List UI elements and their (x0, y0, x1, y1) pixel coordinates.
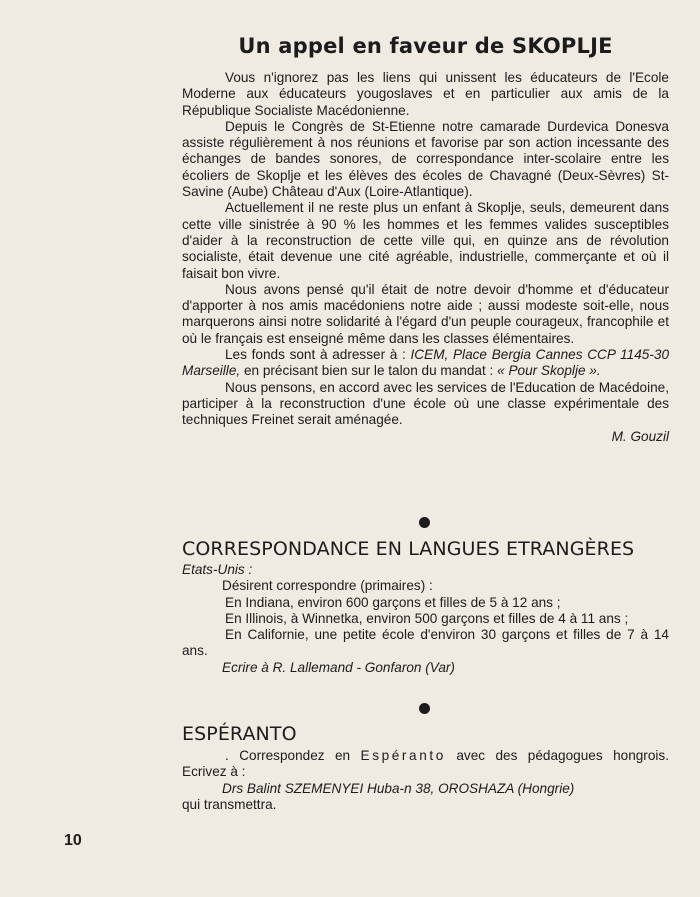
esperanto-section (182, 748, 669, 813)
correspondance-section (182, 562, 669, 676)
article-paragraph: Actuellement il ne reste plus un enfant à Skoplje, seuls, demeurent dans cette ville sinistrée à 90 % les hommes et les femmes valides susceptibles d'aider à la reconstruction de cette ville qui, en quinze ans de révolution socialiste, était devenue une cité agréable, industrielle, commerçante et où il faisait bon vivre. (182, 200, 669, 281)
funds-address: ICEM, Place Bergia Cannes CCP 1145-30 Marseille, (182, 347, 670, 379)
country-label: Etats-Unis : (182, 562, 253, 577)
correspondance-item: En Californie, une petite école d'environ 30 garçons et filles de 7 à 14 ans. (182, 627, 669, 659)
separator-dot (419, 517, 430, 528)
funds-lead: Les fonds sont à adresser à : (225, 347, 411, 363)
esperanto-tail: qui transmettra. (182, 796, 277, 812)
esperanto-word: Espéranto (360, 748, 446, 763)
correspondance-heading: CORRESPONDANCE EN LANGUES ETRANGÈRES (182, 538, 635, 560)
article-paragraph: Vous n'ignorez pas les liens qui unissent les éducateurs de l'Ecole Moderne aux éducateurs yougoslaves et en particulier aux amis de la République Socialiste Macédonienne. (182, 70, 669, 118)
esperanto-address (182, 781, 669, 797)
correspondance-item: En Indiana, environ 600 garçons et filles de 5 à 12 ans ; (225, 594, 561, 610)
page-number: 10 (64, 832, 82, 849)
correspondance-contact: Ecrire à R. Lallemand - Gonfaron (Var) (222, 659, 455, 675)
esperanto-paragraph (182, 748, 669, 781)
esperanto-rest: avec des pédagogues hongrois. Ecrivez à : (182, 748, 669, 780)
address-text: Balint SZEMENYEI Huba-n 38, OROSHAZA (Hongrie) (243, 780, 575, 796)
article-paragraph: Depuis le Congrès de St-Etienne notre camarade Durdevica Donesva assiste régulièrement à nos réunions et favorise par son action incessante des échanges de bandes sonores, de correspondance inter-scolaire entre les écoliers de Skoplje et les élèves des écoles de Chavagné (Deux-Sèvres) St-Savine (Aube) Château d'Aux (Loire-Atlantique). (182, 118, 669, 200)
separator-dot (419, 703, 430, 714)
article-title: Un appel en faveur de SKOPLJE (238, 34, 613, 58)
funds-note: « Pour Skoplje ». (497, 363, 601, 379)
esperanto-lead: . Correspondez en (225, 748, 361, 763)
esperanto-heading: ESPÉRANTO (182, 723, 297, 745)
correspondance-intro: Désirent correspondre (primaires) : (222, 578, 433, 594)
article-paragraph: Nous avons pensé qu'il était de notre devoir d'homme et d'éducateur d'apporter à nos amis macédoniens notre aide ; aussi modeste soit-elle, nous marquerons ainsi notre solidarité à l'égard d'un peuple courageux, francophile et où le français est enseigné même dans les classes élémentaires. (182, 281, 669, 346)
article-body (182, 70, 669, 445)
funds-paragraph (182, 347, 669, 380)
funds-mid: en précisant bien sur le talon du mandat : (240, 363, 498, 379)
closing-paragraph: Nous pensons, en accord avec les services de l'Education de Macédoine, participer à la reconstruction d'une école où une classe expérimentale des techniques Freinet serait aménagée. (182, 379, 669, 428)
correspondance-item: En Illinois, à Winnetka, environ 500 garçons et filles de 4 à 11 ans ; (225, 610, 629, 626)
signature: M. Gouzil (611, 428, 669, 444)
title-abbr: Drs (222, 780, 244, 796)
